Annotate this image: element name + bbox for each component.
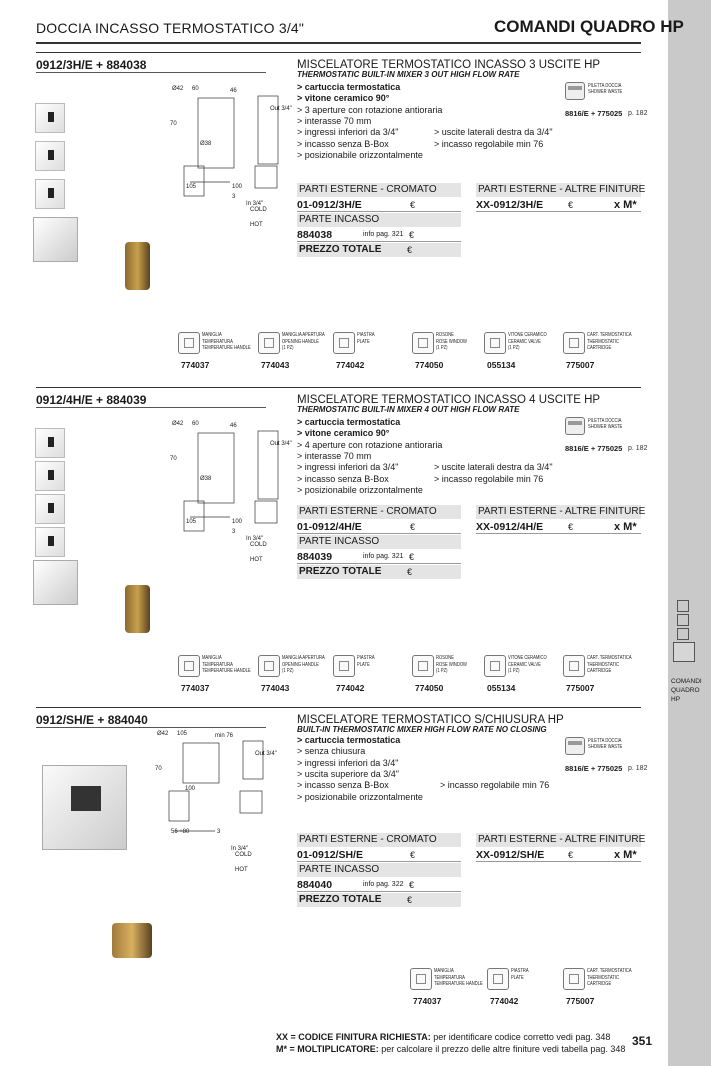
part-label: CART. TERMOSTATICA xyxy=(587,332,632,338)
dimension-label: 3 xyxy=(232,529,236,535)
part-label: THERMOSTATIC xyxy=(587,661,619,668)
info-page: info pag. 322 xyxy=(363,881,404,888)
part-774050-icon xyxy=(412,655,434,677)
product-title: MISCELATORE TERMOSTATICO S/CHIUSURA HP xyxy=(297,714,564,726)
part-code: 055134 xyxy=(487,683,516,693)
dimension-label: 46 xyxy=(230,423,237,429)
handle-image xyxy=(35,461,65,491)
page-title: COMANDI QUADRO HP xyxy=(494,17,684,36)
feature-item: > cartuccia termostatica xyxy=(297,82,401,92)
part-label: TEMPERATURE HANDLE xyxy=(202,345,251,351)
feature-item: > ingressi inferiori da 3/4" xyxy=(297,757,399,768)
table-header-altre: PARTI ESTERNE - ALTRE FINITURE xyxy=(478,184,646,195)
part-774042-icon xyxy=(487,968,509,990)
product-subtitle: THERMOSTATIC BUILT-IN MIXER 4 OUT HIGH FLOW RATE xyxy=(297,405,520,414)
part-label: THERMOSTATIC xyxy=(587,338,619,345)
handle-icon xyxy=(677,614,689,626)
multiplier: x M* xyxy=(614,849,637,861)
dimension-label: COLD xyxy=(250,542,267,548)
dimension-label: 100 xyxy=(232,184,243,190)
part-label: (1 PZ) xyxy=(282,345,294,351)
euro-sign: € xyxy=(407,567,413,577)
part-code: 774037 xyxy=(181,360,210,370)
part-label: TEMPERATURA xyxy=(202,338,233,345)
dimension-label: 105 xyxy=(186,519,197,525)
dimension-label: 3 xyxy=(232,194,236,200)
valve-body-image xyxy=(125,585,150,633)
feature-item: > posizionabile orizzontalmente xyxy=(297,791,423,802)
table-header-cromato: PARTI ESTERNE - CROMATO xyxy=(297,833,461,847)
euro-sign: € xyxy=(409,230,415,240)
feature-item: > interasse 70 mm xyxy=(297,115,372,126)
part-code: 774042 xyxy=(336,360,365,370)
part-code: 774037 xyxy=(181,683,210,693)
euro-sign: € xyxy=(409,552,415,562)
accessory-page: p. 182 xyxy=(628,445,648,452)
part-label: ROSONE xyxy=(436,655,454,661)
section-divider xyxy=(36,387,641,388)
code-cromato: 01-0912/3H/E xyxy=(297,198,461,212)
dimension-label: Ø42 xyxy=(157,731,169,737)
part-label: TEMPERATURA xyxy=(434,974,465,981)
part-774037-icon xyxy=(178,332,200,354)
part-label: PIASTRA xyxy=(357,332,375,338)
part-code: 775007 xyxy=(566,360,595,370)
euro-sign: € xyxy=(568,522,574,532)
sidebar-label-line: QUADRO xyxy=(671,687,700,694)
dimension-label: COLD xyxy=(235,852,252,858)
section-divider xyxy=(36,52,641,53)
product-code: 0912/4H/E + 884039 xyxy=(36,393,147,407)
part-774050-icon xyxy=(412,332,434,354)
product-code: 0912/3H/E + 884038 xyxy=(36,58,147,72)
part-label: MANIGLIA APERTURA xyxy=(282,655,325,661)
euro-sign: € xyxy=(410,200,416,210)
dimension-label: HOT xyxy=(235,867,248,873)
dimension-label: 70 xyxy=(155,766,162,772)
part-label: TEMPERATURE HANDLE xyxy=(202,668,251,674)
active-handle-icon xyxy=(673,642,695,662)
dimension-label: 70 xyxy=(170,456,177,462)
dimension-label: 70 xyxy=(170,121,177,127)
dimension-label: 105 xyxy=(177,731,188,737)
code-altre: XX-0912/3H/E xyxy=(476,198,641,212)
shower-waste-icon xyxy=(565,417,585,435)
part-label: OPENING HANDLE xyxy=(282,661,319,668)
part-label: VITONE CERAMICO xyxy=(508,655,547,661)
total-price-label: PREZZO TOTALE xyxy=(297,893,461,907)
product-title: MISCELATORE TERMOSTATICO INCASSO 3 USCITE HP xyxy=(297,59,601,71)
euro-sign: € xyxy=(407,895,413,905)
euro-sign: € xyxy=(410,850,416,860)
part-774043-icon xyxy=(258,655,280,677)
total-price-label: PREZZO TOTALE xyxy=(297,565,461,579)
table-header-incasso: PARTE INCASSO xyxy=(297,863,461,877)
euro-sign: € xyxy=(407,245,413,255)
dimension-label: 46 xyxy=(230,88,237,94)
part-label: PLATE xyxy=(357,338,370,345)
part-label: ROSONE xyxy=(436,332,454,338)
dimension-label: Out 3/4" xyxy=(255,751,277,757)
part-label: TEMPERATURE HANDLE xyxy=(434,981,483,987)
feature-item: > uscita superiore da 3/4" xyxy=(297,768,400,779)
part-label: (1 PZ) xyxy=(508,668,520,674)
code-underline xyxy=(36,407,266,408)
feature-item: > cartuccia termostatica xyxy=(297,735,401,745)
part-code: 775007 xyxy=(566,683,595,693)
part-label: CART. TERMOSTATICA xyxy=(587,655,632,661)
accessory-label: PILETTA DOCCIA xyxy=(588,738,622,744)
shower-waste-icon xyxy=(565,82,585,100)
part-775007-icon xyxy=(563,968,585,990)
footer-term: M* = MOLTIPLICATORE: xyxy=(276,1044,379,1054)
handle-image xyxy=(35,103,65,133)
footer-text: per calcolare il prezzo delle altre finiture vedi tabella pag. 348 xyxy=(378,1044,626,1054)
accessory-label: SHOWER WASTE xyxy=(588,89,623,95)
dimension-label: Ø38 xyxy=(200,476,212,482)
accessory-label: PILETTA DOCCIA xyxy=(588,83,622,89)
part-label: CERAMIC VALVE xyxy=(508,338,541,345)
feature-item: > 3 aperture con rotazione antioraria xyxy=(297,104,443,115)
part-label: (1 PZ) xyxy=(436,345,448,351)
feature-item: > vitone ceramico 90° xyxy=(297,93,390,104)
feature-item: > incasso senza B-Box xyxy=(297,780,389,791)
part-label: PIASTRA xyxy=(357,655,375,661)
section-divider xyxy=(36,707,641,708)
handle-image xyxy=(35,527,65,557)
euro-sign: € xyxy=(568,200,574,210)
part-label: CARTRIDGE xyxy=(587,345,612,351)
feature-item-right: > uscite laterali destra da 3/4" xyxy=(434,127,553,138)
code-altre: XX-0912/SH/E xyxy=(476,848,641,862)
part-label: OPENING HANDLE xyxy=(282,338,319,345)
feature-item: > cartuccia termostatica xyxy=(297,417,401,427)
footer-note-m xyxy=(276,1044,625,1054)
product-title: MISCELATORE TERMOSTATICO INCASSO 4 USCITE HP xyxy=(297,394,601,406)
feature-item-right: > uscite laterali destra da 3/4" xyxy=(434,462,553,473)
accessory-code: 8816/E + 775025 xyxy=(565,764,623,773)
total-price-label: PREZZO TOTALE xyxy=(297,243,461,257)
handle-icon xyxy=(677,628,689,640)
dimension-label: 100 xyxy=(232,519,243,525)
sidebar-label xyxy=(671,677,702,704)
part-label: ROSE WINDOW xyxy=(436,338,467,345)
feature-item: > ingressi inferiori da 3/4" xyxy=(297,127,399,138)
part-774037-icon xyxy=(410,968,432,990)
part-code: 775007 xyxy=(566,996,595,1006)
part-774042-icon xyxy=(333,332,355,354)
feature-item: > posizionabile orizzontalmente xyxy=(297,149,423,160)
part-code: 774042 xyxy=(490,996,519,1006)
part-label: MANIGLIA xyxy=(202,332,222,338)
part-label: (1 PZ) xyxy=(282,668,294,674)
valve-body-image xyxy=(112,923,152,958)
dimension-label: In 3/4" xyxy=(246,201,264,207)
dimension-label: 60 xyxy=(192,421,199,427)
feature-item: > 4 aperture con rotazione antioraria xyxy=(297,439,443,450)
feature-item-right: > incasso regolabile min 76 xyxy=(434,473,544,484)
part-label: CERAMIC VALVE xyxy=(508,661,541,668)
code-underline xyxy=(36,72,266,73)
part-775007-icon xyxy=(563,332,585,354)
feature-item: > incasso senza B-Box xyxy=(297,138,389,149)
part-label: MANIGLIA APERTURA xyxy=(282,332,325,338)
table-header-cromato: PARTI ESTERNE - CROMATO xyxy=(297,505,461,519)
part-label: PLATE xyxy=(511,974,524,981)
dimension-label: In 3/4" xyxy=(246,536,264,542)
dimension-label: 100 xyxy=(185,786,196,792)
part-label: PLATE xyxy=(357,661,370,668)
part-label: THERMOSTATIC xyxy=(587,974,619,981)
feature-item: > incasso senza B-Box xyxy=(297,473,389,484)
code-incasso: 884038 xyxy=(297,228,461,242)
feature-item-right: > incasso regolabile min 76 xyxy=(434,138,544,149)
part-code: 774037 xyxy=(413,996,442,1006)
faceplate-image xyxy=(33,217,78,262)
dimension-label: Ø42 xyxy=(172,421,184,427)
dimension-label: Ø42 xyxy=(172,86,184,92)
info-page: info pag. 321 xyxy=(363,553,404,560)
product-subtitle: THERMOSTATIC BUILT-IN MIXER 3 OUT HIGH FLOW RATE xyxy=(297,70,520,79)
valve-body-image xyxy=(125,242,150,290)
accessory-page: p. 182 xyxy=(628,110,648,117)
feature-item: > interasse 70 mm xyxy=(297,450,372,461)
part-label: MANIGLIA xyxy=(434,968,454,974)
handle-image xyxy=(35,179,65,209)
feature-item: > vitone ceramico 90° xyxy=(297,428,390,439)
product-code: 0912/SH/E + 884040 xyxy=(36,713,148,727)
shower-waste-icon xyxy=(565,737,585,755)
part-label: (1 PZ) xyxy=(436,668,448,674)
part-775007-icon xyxy=(563,655,585,677)
part-code: 774050 xyxy=(415,683,444,693)
sidebar-label-line: COMANDI xyxy=(671,678,702,685)
side-tab-bar xyxy=(668,0,711,1066)
code-incasso: 884039 xyxy=(297,550,461,564)
feature-item: > senza chiusura xyxy=(297,746,366,757)
code-cromato: 01-0912/4H/E xyxy=(297,520,461,534)
part-label: CARTRIDGE xyxy=(587,981,612,987)
feature-item: > posizionabile orizzontalmente xyxy=(297,484,423,495)
code-cromato: 01-0912/SH/E xyxy=(297,848,461,862)
part-code: 055134 xyxy=(487,360,516,370)
part-774037-icon xyxy=(178,655,200,677)
dimension-label: 3 xyxy=(217,829,221,835)
part-label: (1 PZ) xyxy=(508,345,520,351)
part-055134-icon xyxy=(484,332,506,354)
part-774043-icon xyxy=(258,332,280,354)
faceplate-image xyxy=(33,560,78,605)
dimension-label: HOT xyxy=(250,557,263,563)
euro-sign: € xyxy=(409,880,415,890)
handle-image xyxy=(35,141,65,171)
dimension-label: HOT xyxy=(250,222,263,228)
multiplier: x M* xyxy=(614,199,637,211)
accessory-label: SHOWER WASTE xyxy=(588,744,623,750)
sidebar-label-line: HP xyxy=(671,696,681,703)
euro-sign: € xyxy=(568,850,574,860)
code-incasso: 884040 xyxy=(297,878,461,892)
header-divider xyxy=(36,42,641,44)
accessory-label: SHOWER WASTE xyxy=(588,424,623,430)
page-number: 351 xyxy=(632,1034,653,1048)
part-055134-icon xyxy=(484,655,506,677)
part-code: 774043 xyxy=(261,683,290,693)
footer-note-xx xyxy=(276,1032,610,1042)
code-altre: XX-0912/4H/E xyxy=(476,520,641,534)
dimension-label: In 3/4" xyxy=(231,846,249,852)
handle-image xyxy=(35,428,65,458)
dimension-label: 105 xyxy=(186,184,197,190)
part-774042-icon xyxy=(333,655,355,677)
part-code: 774042 xyxy=(336,683,365,693)
handle-image xyxy=(35,494,65,524)
page-category: DOCCIA INCASSO TERMOSTATICO 3/4" xyxy=(36,20,305,36)
faceplate-image xyxy=(42,765,127,850)
part-label: CARTRIDGE xyxy=(587,668,612,674)
part-label: CART. TERMOSTATICA xyxy=(587,968,632,974)
dimension-label: 60 xyxy=(192,86,199,92)
part-code: 774043 xyxy=(261,360,290,370)
dimension-label: min 76 xyxy=(215,733,234,739)
accessory-code: 8816/E + 775025 xyxy=(565,109,623,118)
code-underline xyxy=(36,727,266,728)
product-subtitle: BUILT-IN THERMOSTATIC MIXER HIGH FLOW RATE NO CLOSING xyxy=(297,725,547,734)
accessory-page: p. 182 xyxy=(628,765,648,772)
dimension-label: COLD xyxy=(250,207,267,213)
part-label: TEMPERATURA xyxy=(202,661,233,668)
footer-text: per identificare codice corretto vedi pag. 348 xyxy=(430,1032,611,1042)
dimension-label: Out 3/4" xyxy=(270,106,292,112)
part-code: 774050 xyxy=(415,360,444,370)
sidebar-icons xyxy=(677,598,695,662)
euro-sign: € xyxy=(410,522,416,532)
part-label: ROSE WINDOW xyxy=(436,661,467,668)
table-header-cromato: PARTI ESTERNE - CROMATO xyxy=(297,183,461,197)
table-header-altre: PARTI ESTERNE - ALTRE FINITURE xyxy=(478,506,646,517)
table-header-altre: PARTI ESTERNE - ALTRE FINITURE xyxy=(478,834,646,845)
accessory-label: PILETTA DOCCIA xyxy=(588,418,622,424)
table-header-incasso: PARTE INCASSO xyxy=(297,535,461,549)
multiplier: x M* xyxy=(614,521,637,533)
part-label: VITONE CERAMICO xyxy=(508,332,547,338)
feature-item-right: > incasso regolabile min 76 xyxy=(440,780,550,791)
handle-icon xyxy=(677,600,689,612)
feature-item: > ingressi inferiori da 3/4" xyxy=(297,462,399,473)
table-header-incasso: PARTE INCASSO xyxy=(297,213,461,227)
dimension-label: Ø38 xyxy=(200,141,212,147)
part-label: PIASTRA xyxy=(511,968,529,974)
dimension-label: Out 3/4" xyxy=(270,441,292,447)
part-label: MANIGLIA xyxy=(202,655,222,661)
info-page: info pag. 321 xyxy=(363,231,404,238)
accessory-code: 8816/E + 775025 xyxy=(565,444,623,453)
dimension-label: 56 ÷80 xyxy=(171,829,190,835)
footer-term: XX = CODICE FINITURA RICHIESTA: xyxy=(276,1032,431,1042)
